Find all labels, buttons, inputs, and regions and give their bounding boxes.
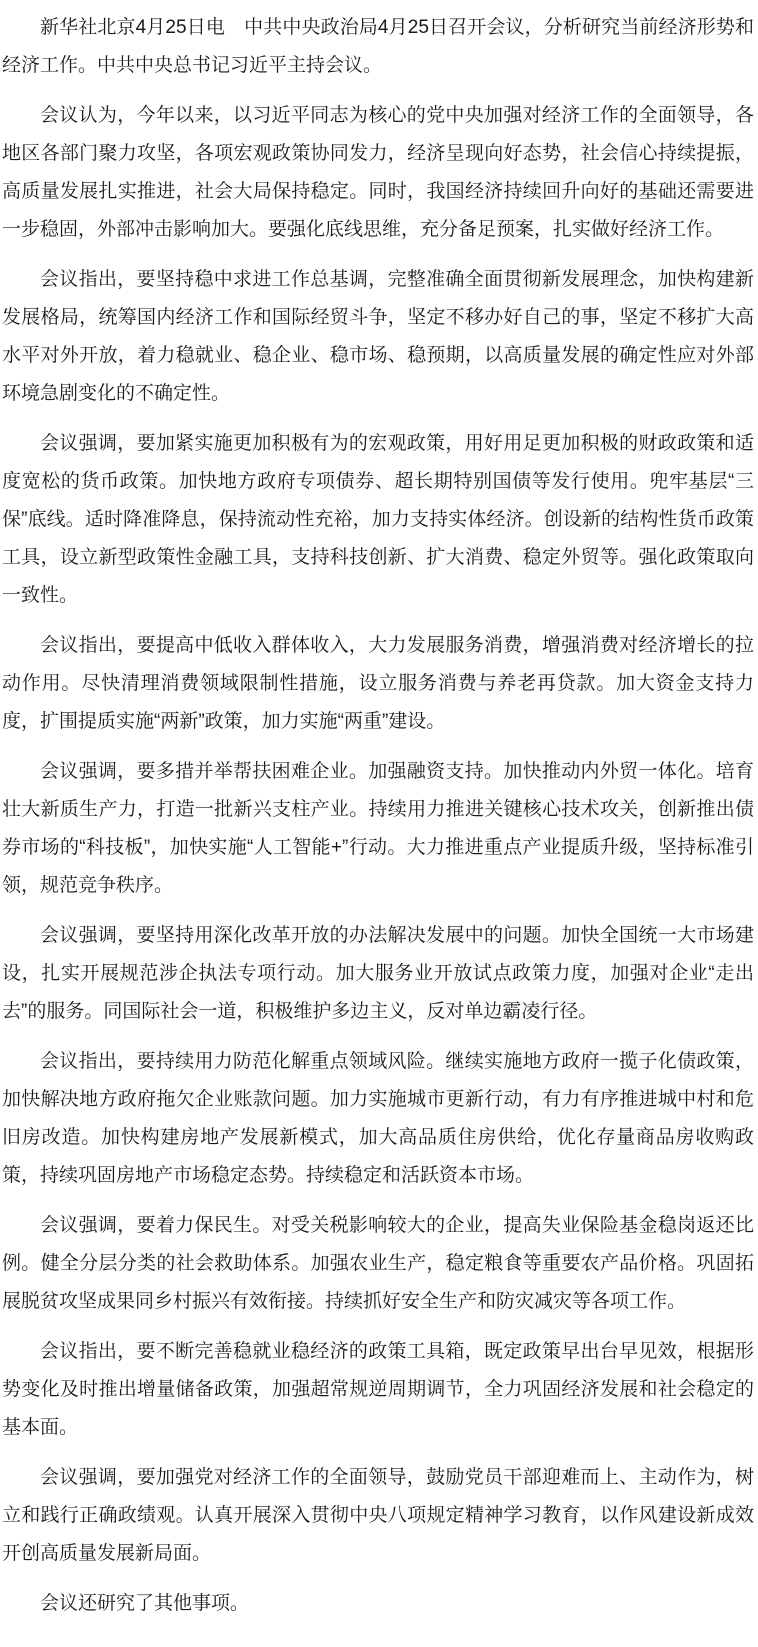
article-paragraph: 会议强调，要加紧实施更加积极有为的宏观政策，用好用足更加积极的财政政策和适度宽松的货币政策。加快地方政府专项债券、超长期特别国债等发行使用。兜牢基层“三保”底线。适时降准降息，保持流动性充裕，加力支持实体经济。创设新的结构性货币政策工具，设立新型政策性金融工具，支持科技创新、扩大消费、稳定外贸等。强化政策取向一致性。 [2,433,754,606]
article-paragraph: 会议强调，要坚持用深化改革开放的办法解决发展中的问题。加快全国统一大市场建设，扎实开展规范涉企执法专项行动。加大服务业开放试点政策力度，加强对企业“走出去”的服务。同国际社会一道，积极维护多边主义，反对单边霸凌行径。 [2,925,754,1022]
article-paragraph: 会议指出，要提高中低收入群体收入，大力发展服务消费，增强消费对经济增长的拉动作用。尽快清理消费领域限制性措施，设立服务消费与养老再贷款。加大资金支持力度，扩围提质实施“两新”政策，加力实施“两重”建设。 [2,635,754,732]
article-paragraph-closing: 会议还研究了其他事项。 [40,1593,250,1614]
article-paragraph-dateline: 新华社北京4月25日电 中共中央政治局4月25日召开会议，分析研究当前经济形势和经济工作。中共中央总书记习近平主持会议。 [2,17,754,76]
article-paragraph: 会议强调，要多措并举帮扶困难企业。加强融资支持。加快推动内外贸一体化。培育壮大新质生产力，打造一批新兴支柱产业。持续用力推进关键核心技术攻关，创新推出债券市场的“科技板”，加快实施“人工智能+”行动。大力推进重点产业提质升级，坚持标准引领，规范竞争秩序。 [2,761,754,896]
article-paragraph: 会议指出，要持续用力防范化解重点领域风险。继续实施地方政府一揽子化债政策，加快解决地方政府拖欠企业账款问题。加力实施城市更新行动，有力有序推进城中村和危旧房改造。加快构建房地产发展新模式，加大高品质住房供给，优化存量商品房收购政策，持续巩固房地产市场稳定态势。持续稳定和活跃资本市场。 [2,1051,754,1186]
article-paragraph: 会议强调，要着力保民生。对受关税影响较大的企业，提高失业保险基金稳岗返还比例。健全分层分类的社会救助体系。加强农业生产，稳定粮食等重要农产品价格。巩固拓展脱贫攻坚成果同乡村振兴有效衔接。持续抓好安全生产和防灾减灾等各项工作。 [2,1215,754,1312]
article-paragraph: 会议认为，今年以来，以习近平同志为核心的党中央加强对经济工作的全面领导，各地区各部门聚力攻坚，各项宏观政策协同发力，经济呈现向好态势，社会信心持续提振，高质量发展扎实推进，社会大局保持稳定。同时，我国经济持续回升向好的基础还需要进一步稳固，外部冲击影响加大。要强化底线思维，充分备足预案，扎实做好经济工作。 [2,105,754,240]
article-paragraph: 会议强调，要加强党对经济工作的全面领导，鼓励党员干部迎难而上、主动作为，树立和践行正确政绩观。认真开展深入贯彻中央八项规定精神学习教育，以作风建设新成效开创高质量发展新局面。 [2,1467,754,1564]
article-paragraph: 会议指出，要坚持稳中求进工作总基调，完整准确全面贯彻新发展理念，加快构建新发展格局，统筹国内经济工作和国际经贸斗争，坚定不移办好自己的事，坚定不移扩大高水平对外开放，着力稳就业、稳企业、稳市场、稳预期，以高质量发展的确定性应对外部环境急剧变化的不确定性。 [2,269,754,404]
article-paragraph: 会议指出，要不断完善稳就业稳经济的政策工具箱，既定政策早出台早见效，根据形势变化及时推出增量储备政策，加强超常规逆周期调节，全力巩固经济发展和社会稳定的基本面。 [2,1341,754,1438]
